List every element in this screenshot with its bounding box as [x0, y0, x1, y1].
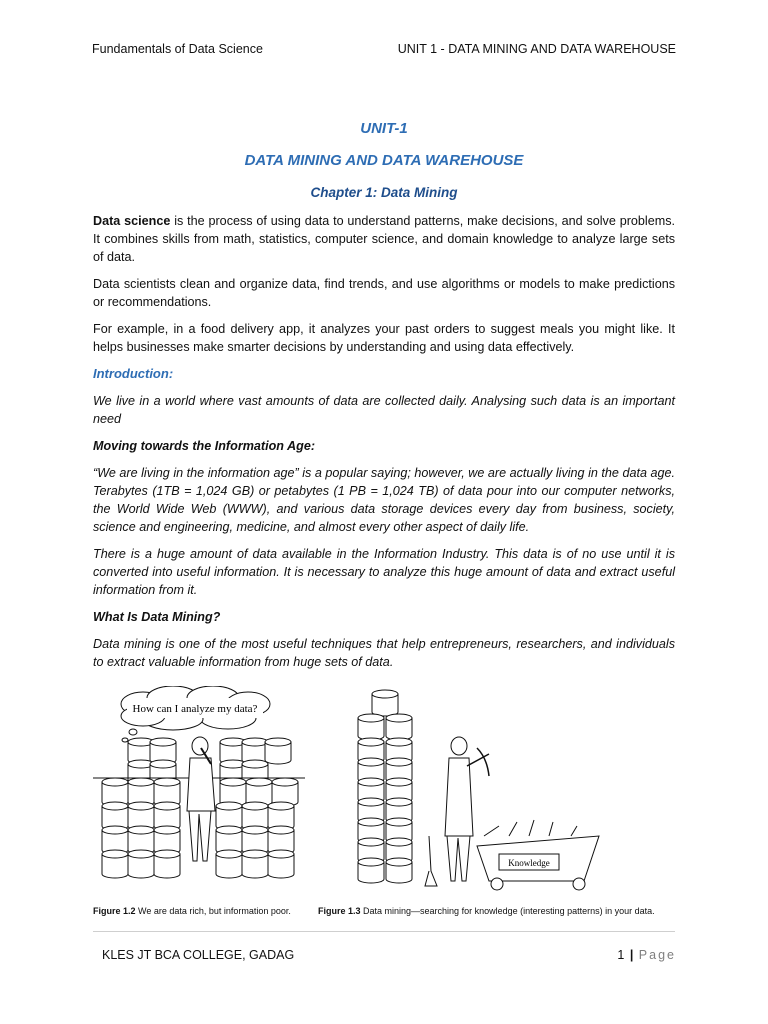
data-drum-top	[242, 738, 268, 746]
header-course-title: Fundamentals of Data Science	[92, 42, 263, 56]
data-drum-top	[154, 850, 180, 858]
footer-college: KLES JT BCA COLLEGE, GADAG	[102, 948, 295, 962]
unit-title: DATA MINING AND DATA WAREHOUSE	[244, 152, 524, 169]
figure-data-mining-illustration	[349, 686, 639, 901]
cart-label: Knowledge	[508, 858, 550, 868]
data-drum-top	[358, 758, 384, 766]
term-data-science: Data science	[93, 214, 171, 228]
data-drum-top	[268, 826, 294, 834]
data-drum-top	[372, 690, 398, 698]
data-drum-top	[268, 850, 294, 858]
heading-introduction: Introduction:	[93, 366, 174, 381]
data-drum-top	[386, 778, 412, 786]
data-drum-top	[242, 850, 268, 858]
data-drum-top	[154, 778, 180, 786]
data-drum-top	[386, 798, 412, 806]
caption-figure-1-3	[318, 906, 655, 916]
heading-what-is-data-mining: What Is Data Mining?	[93, 610, 221, 624]
heading-information-age: Moving towards the Information Age:	[93, 439, 316, 453]
data-drum-top	[386, 858, 412, 866]
footer-page	[617, 948, 676, 962]
figures	[93, 686, 675, 926]
data-drum-top	[386, 714, 412, 722]
caption-figure-1-2	[93, 906, 291, 916]
data-drum-top	[216, 850, 242, 858]
data-drum-top	[154, 826, 180, 834]
data-drum-top	[386, 738, 412, 746]
data-drum-top	[246, 778, 272, 786]
data-drum-top	[102, 850, 128, 858]
header-unit-title: UNIT 1 - DATA MINING AND DATA WAREHOUSE	[397, 42, 676, 56]
data-drum-top	[154, 802, 180, 810]
data-drum-top	[386, 818, 412, 826]
caption-text: We are data rich, but information poor.	[135, 906, 291, 916]
paragraph-introduction: We live in a world where vast amounts of data are collected daily. Analysing such data is an important need	[93, 394, 675, 426]
page-number: 1	[617, 948, 625, 962]
data-drum-top	[358, 818, 384, 826]
data-drum-top	[358, 738, 384, 746]
data-drum-top	[102, 826, 128, 834]
data-drum-top	[272, 778, 298, 786]
page-word: Page	[638, 948, 676, 962]
data-drum-top	[216, 826, 242, 834]
footer-divider	[93, 931, 675, 932]
data-drum-top	[358, 798, 384, 806]
paragraph-data-mining: Data mining is one of the most useful techniques that help entrepreneurs, researchers, and individuals to extract valuable information from huge sets of data.	[93, 637, 675, 669]
paragraph-data-scientists: Data scientists clean and organize data, find trends, and use algorithms or models to make predictions or recommendations.	[93, 277, 675, 309]
document-body	[93, 212, 675, 680]
bubble-text: How can I analyze my data?	[132, 703, 258, 715]
data-drum-top	[128, 778, 154, 786]
data-drum-top	[242, 760, 268, 768]
unit-label: UNIT-1	[360, 120, 408, 137]
data-drum-top	[150, 738, 176, 746]
caption-label: Figure 1.3	[318, 906, 361, 916]
caption-label: Figure 1.2	[93, 906, 136, 916]
data-drum-top	[242, 826, 268, 834]
data-drum-top	[268, 802, 294, 810]
data-drum-top	[358, 778, 384, 786]
caption-text: Data mining—searching for knowledge (interesting patterns) in your data.	[360, 906, 655, 916]
data-drum-top	[358, 838, 384, 846]
data-drum-top	[220, 778, 246, 786]
data-drum-top	[102, 778, 128, 786]
paragraph-information-age-1: “We are living in the information age” is a popular saying; however, we are actually living in the data age. Terabytes (1TB = 1,024 GB) or petabytes (1 PB = 1,024 TB) of data pour into our computer networks, the World Wide Web (WWW), and various data storage devices every day from business, society, science and engineering, medicine, and almost every other aspect of daily life.	[93, 466, 675, 534]
figure-data-rich-illustration	[93, 686, 308, 901]
data-drum-top	[128, 850, 154, 858]
paragraph-text: is the process of using data to understand patterns, make decisions, and solve problems. It combines skills from math, statistics, computer science, and domain knowledge to analyze large sets of data.	[93, 214, 675, 264]
page-separator: |	[629, 948, 634, 962]
data-drum-top	[242, 802, 268, 810]
chapter-title: Chapter 1: Data Mining	[310, 185, 458, 200]
data-drum-top	[102, 802, 128, 810]
data-drum-top	[358, 714, 384, 722]
paragraph-example: For example, in a food delivery app, it analyzes your past orders to suggest meals you might like. It helps businesses make smarter decisions by understanding and using data effectively.	[93, 322, 675, 354]
paragraph-data-science	[93, 212, 675, 266]
paragraph-information-age-2: There is a huge amount of data available in the Information Industry. This data is of no use until it is converted into useful information. It is necessary to analyze this huge amount of data and extract useful information from it.	[93, 547, 675, 597]
page-header	[92, 42, 676, 60]
data-drum-top	[128, 802, 154, 810]
data-drum-top	[128, 826, 154, 834]
data-drum-top	[265, 738, 291, 746]
data-drum-top	[216, 802, 242, 810]
data-drum-top	[386, 758, 412, 766]
data-drum-top	[150, 760, 176, 768]
data-drum-top	[386, 838, 412, 846]
data-drum-top	[358, 858, 384, 866]
